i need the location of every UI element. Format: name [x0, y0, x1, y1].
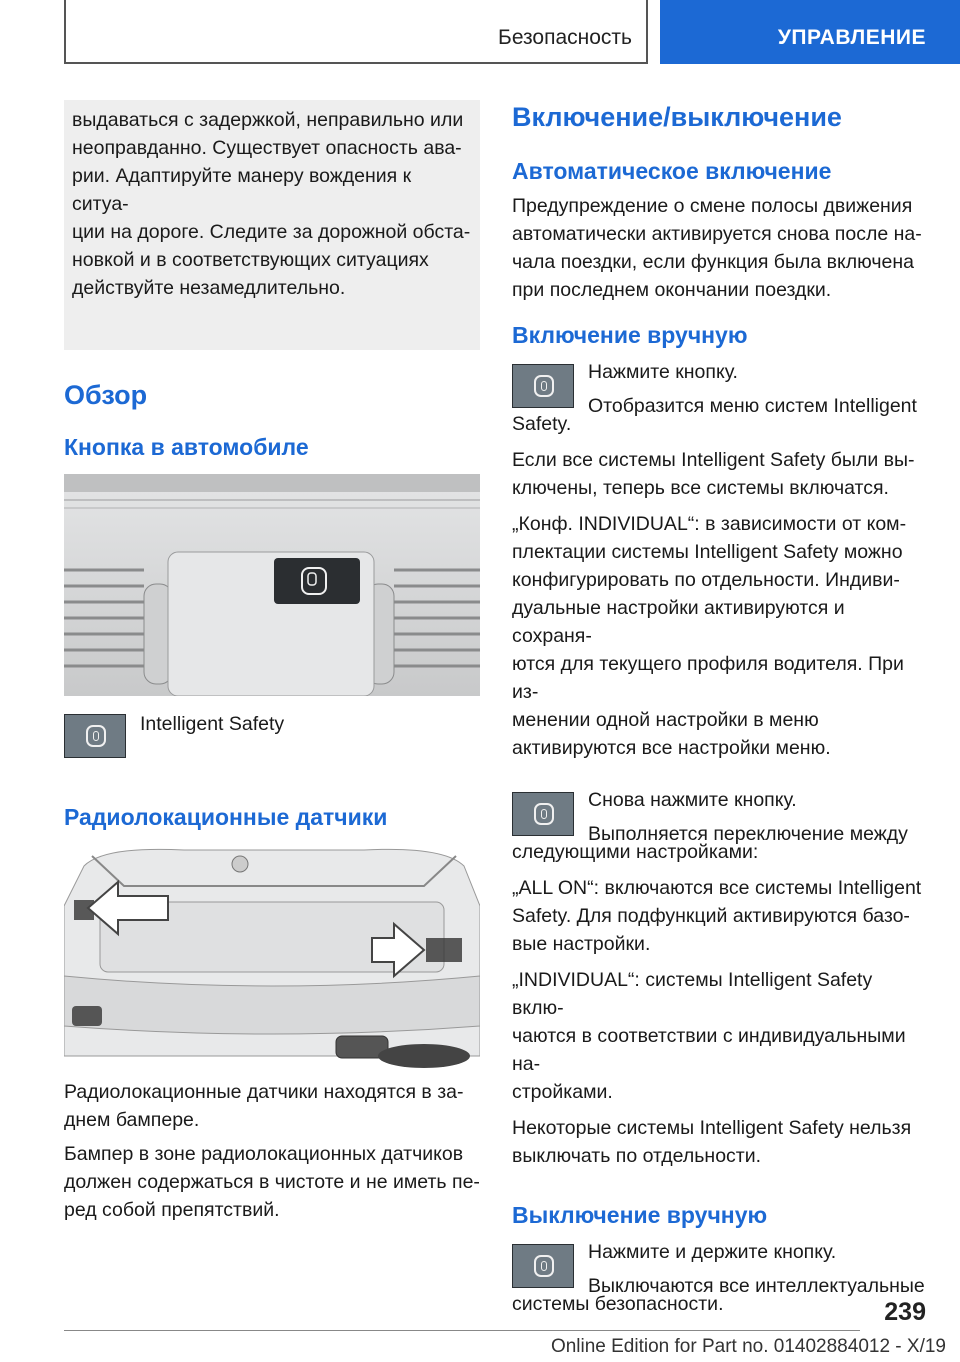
radar-text-line: днем бампере.	[64, 1109, 200, 1131]
manual-off-heading: Выключение вручную	[512, 1202, 768, 1228]
intelligent-safety-button-icon	[512, 364, 574, 408]
switching-text: Выполняется переключение между	[588, 823, 908, 845]
radar-text-line: Бампер в зоне радиолокационных датчиков	[64, 1143, 464, 1165]
manual-off-step	[512, 1234, 926, 1320]
menu-shown-text-cont: Safety.	[512, 413, 572, 435]
button-legend-row	[64, 696, 480, 778]
header-chapter-tab[interactable]	[660, 0, 960, 64]
header-section-tab	[64, 0, 648, 64]
manual-on-heading: Включение вручную	[512, 322, 748, 348]
footer-divider	[64, 1330, 860, 1331]
text-line: чала поездки, если функция была включена	[512, 251, 914, 273]
text-line: вые настройки.	[512, 933, 651, 955]
radar-text-block	[64, 1078, 480, 1224]
chapter-title: УПРАВЛЕНИЕ	[777, 26, 926, 49]
text-line: при последнем окончании поездки.	[512, 279, 832, 301]
footer-edition: Online Edition for Part no. 01402884012 - X/19	[550, 1336, 946, 1357]
page-number: 239	[884, 1298, 926, 1326]
text-line: автоматически активируется снова после на-	[512, 223, 922, 245]
text-line: ются для текущего профиля водителя. При из-	[512, 653, 904, 703]
intelligent-safety-button-icon	[512, 1244, 574, 1288]
section-title: Безопасность	[498, 26, 632, 49]
config-text	[512, 510, 926, 762]
press-button-text: Нажмите кнопку.	[588, 361, 738, 383]
text-line: активируются все настройки меню.	[512, 737, 831, 759]
text-line: конфигурировать по отдельности. Индиви-	[512, 569, 900, 591]
overview-heading: Обзор	[64, 380, 148, 410]
warning-line: новкой и в соответствующих ситуациях	[72, 249, 429, 271]
text-line: чаются в соответствии с индивидуальными на-	[512, 1025, 906, 1075]
text-line: менении одной настройки в меню	[512, 709, 819, 731]
text-line: стройками.	[512, 1081, 613, 1103]
text-line: Предупреждение о смене полосы движения	[512, 195, 913, 217]
text-line: плектации системы Intelligent Safety можно	[512, 541, 903, 563]
all-disabled-text: Выключаются все интеллектуальные	[588, 1275, 925, 1297]
right-column	[512, 100, 926, 1318]
warning-line: выдаваться с задержкой, неправильно или	[72, 109, 464, 131]
switching-text-cont: следующими настройками:	[512, 841, 759, 863]
text-line: Некоторые системы Intelligent Safety нельзя	[512, 1117, 912, 1139]
left-column	[64, 100, 480, 1224]
menu-shown-text: Отобразится меню систем Intelligent	[588, 395, 917, 417]
intelligent-safety-button-icon	[64, 714, 126, 758]
radar-text-line: должен содержаться в чистоте и не иметь пе-	[64, 1171, 480, 1193]
onoff-heading: Включение/выключение	[512, 102, 842, 132]
all-disabled-text-cont: системы безопасности.	[512, 1293, 724, 1315]
text-line: дуальные настройки активируются и сохраня-	[512, 597, 845, 647]
warning-line: рии. Адаптируйте манеру вождения к ситуа-	[72, 165, 412, 215]
press-again-text: Снова нажмите кнопку.	[588, 789, 797, 811]
text-line: Safety. Для подфункций активируются базо-	[512, 905, 910, 927]
auto-on-heading: Автоматическое включение	[512, 158, 832, 184]
press-again-step	[512, 782, 926, 868]
text-line: „Конф. INDIVIDUAL“: в зависимости от ком-	[512, 513, 907, 535]
all-on-text	[512, 874, 926, 958]
warning-line: действуйте незамедлительно.	[72, 277, 346, 299]
text-line: Если все системы Intelligent Safety были вы-	[512, 449, 915, 471]
text-line: ключены, теперь все системы включатся.	[512, 477, 889, 499]
radar-heading: Радиолокационные датчики	[64, 804, 388, 830]
intelligent-safety-button-icon	[512, 792, 574, 836]
all-off-text	[512, 446, 926, 502]
warning-line: неоправданно. Существует опасность ава-	[72, 137, 462, 159]
text-line: выключать по отдельности.	[512, 1145, 762, 1167]
press-hold-text: Нажмите и держите кнопку.	[588, 1241, 837, 1263]
text-line: „INDIVIDUAL“: системы Intelligent Safety вклю-	[512, 969, 873, 1019]
manual-on-step	[512, 354, 926, 440]
dashboard-illustration	[64, 474, 480, 696]
auto-on-text	[512, 192, 926, 304]
text-line: „ALL ON“: включаются все системы Intelligent	[512, 877, 922, 899]
warning-line: ции на дороге. Следите за дорожной обста-	[72, 221, 471, 243]
individual-text	[512, 966, 926, 1106]
button-heading: Кнопка в автомобиле	[64, 434, 309, 460]
dashboard-button-image	[64, 474, 480, 696]
some-systems-text	[512, 1114, 926, 1170]
rear-bumper-image	[64, 846, 480, 1068]
radar-text-line: Радиолокационные датчики находятся в за-	[64, 1081, 464, 1103]
rear-car-illustration	[64, 846, 480, 1068]
radar-text-line: ред собой препятствий.	[64, 1199, 280, 1221]
button-label: Intelligent Safety	[140, 713, 285, 735]
warning-box	[64, 100, 480, 350]
